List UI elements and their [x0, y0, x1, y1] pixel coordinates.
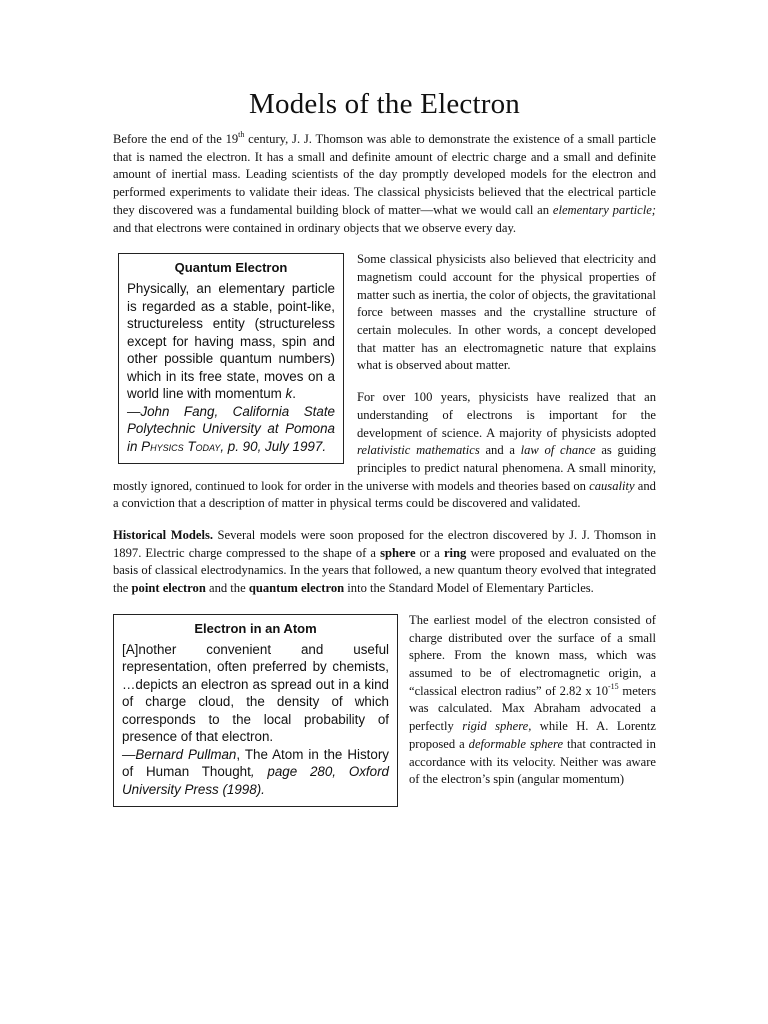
paragraph-100-years: For over 100 years, physicists have realized that an understanding of electrons is important for the development of science. A majority of physicists adopted relativistic mathematics and a law of chance as guiding principles to predict natural phenomena. A small minority, mostly ignored, continued to look for order in the universe with models and theories based on causality and a conviction that a description of matter in physical terms could be discovered and validated. — [113, 390, 657, 511]
quote-box-title: Quantum Electron — [174, 260, 288, 276]
quote-box-electron-in-atom — [113, 614, 398, 808]
quote-citation: —Bernard Pullman, The Atom in the History of Human Thought, page 280, Oxford University Press (1998). — [122, 746, 390, 797]
quote-box-title: Electron in an Atom — [194, 620, 317, 636]
quote-box-quantum-electron — [118, 253, 344, 464]
paragraph-historical-models: Historical Models. Several models were soon proposed for the electron discovered by J. J. Thomson in 1897. Electric charge compressed to the shape of a sphere or a ring were proposed and evaluated on the basis of classical electrodynamics. In the years that followed, a new quantum theory evolved that integrated the point electron and the quantum electron into the Standard Model of Elementary Particles. — [113, 528, 656, 596]
paragraph-earliest-model: The earliest model of the electron consisted of charge distributed over the surface of a small sphere. From the known mass, which was assumed to be of electromagnetic origin, a “classical electron radius” of 2.82 x $10^{-15}$ meters was calculated. Max Abraham advocated a perfectly rigid sphere, while H. A. Lorentz proposed a deformable sphere that contracted in accordance with its velocity. Neither was aware of the electron’s spin (angular momentum) — [409, 612, 657, 787]
document-page — [113, 88, 656, 813]
quote-citation: —John Fang, California State Polytechnic University at Pomona in Physics Today, p. 90, July 1997. — [127, 403, 335, 454]
paragraph-classical: Some classical physicists also believed that electricity and magnetism could account for the physical properties of matter such as inertia, the color of objects, the gravitational force between masses and the crystalline structure of certain molecules. In other words, a concept developed that matter has an electromagnetic nature that explains what is observed about matter. — [357, 252, 656, 373]
quote-box-body: [A]nother convenient and useful representation, often preferred by chemists, …depicts an electron as spread out in a kind of charge cloud, the density of which corresponds to the local probability of presence of that electron. —Bernard Pullman, The Atom in the History of Human Thought, page 280, Oxford University Press (1998). — [122, 641, 390, 797]
page-title: Models of the Electron — [249, 88, 520, 120]
quote-box-body: Physically, an elementary particle is regarded as a stable, point-like, structureless entity (structureless except for having mass, spin and other possible quantum numbers) which in its free state, moves on a world line with momentum k. —John Fang, California State Polytechnic University at Pomona in Physics Today, p. 90, July 1997. — [127, 281, 335, 454]
section-heading: Historical Models. — [113, 528, 214, 543]
intro-paragraph: Before the end of the 19th century, J. J. Thomson was able to demonstrate the existence of a small particle that is named the electron. It has a small and definite amount of electric charge and a small and definite amount of inertial mass. Leading scientists of the day promptly developed models for the electron and performed experiments to validate their ideas. The classical physicists believed that the electrical particle they discovered was a fundamental building block of matter—what we would call an elementary particle; and that electrons were contained in ordinary objects that we observe every day. — [113, 129, 657, 235]
